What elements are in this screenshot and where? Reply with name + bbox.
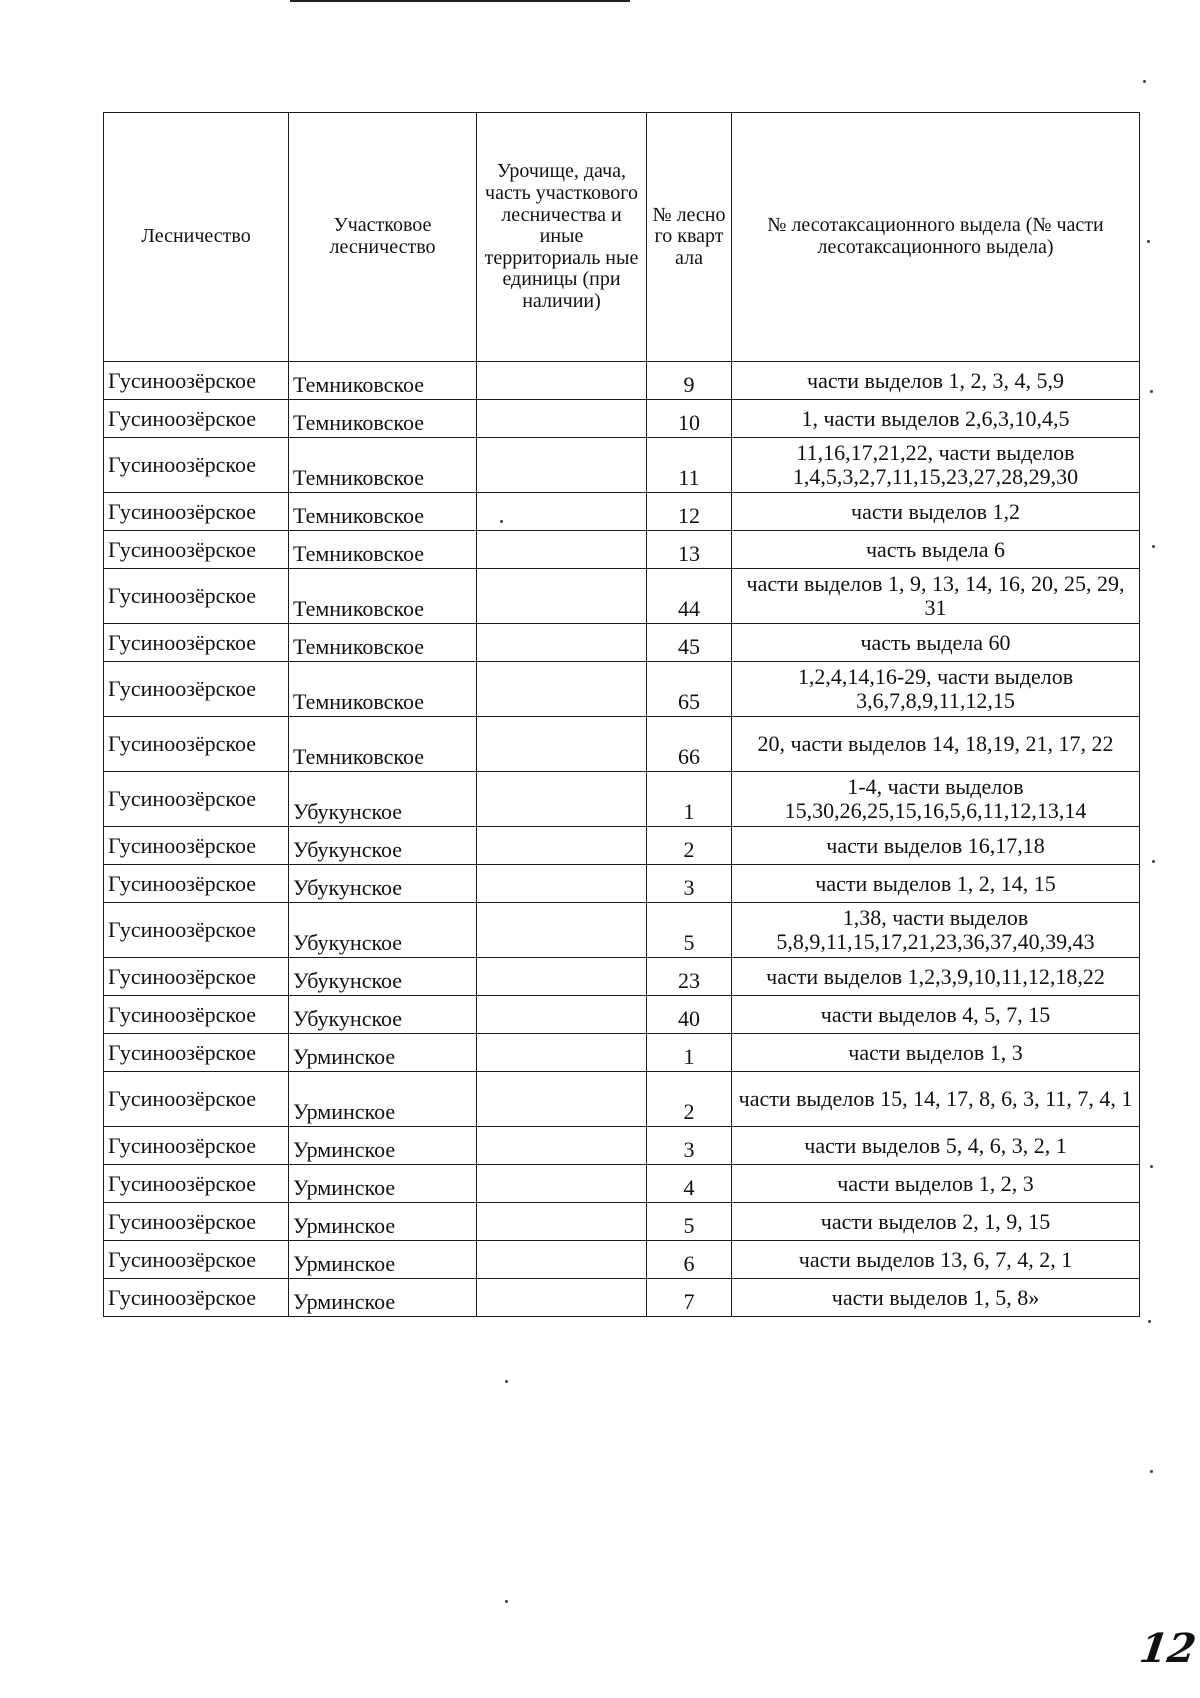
cell-district: Темниковское bbox=[289, 624, 477, 662]
cell-quarter: 1 bbox=[647, 1034, 732, 1072]
table-row bbox=[104, 531, 1140, 569]
header-district-forestry: Участковое лесничество bbox=[289, 113, 477, 362]
cell-tract bbox=[477, 400, 647, 438]
cell-allotments: части выделов 13, 6, 7, 4, 2, 1 bbox=[732, 1241, 1140, 1279]
header-allotment-number: № лесотаксационного выдела (№ части лесотаксационного выдела) bbox=[732, 113, 1140, 362]
cell-forestry: Гусиноозёрское bbox=[104, 569, 289, 624]
cell-tract bbox=[477, 531, 647, 569]
cell-tract bbox=[477, 903, 647, 958]
cell-forestry: Гусиноозёрское bbox=[104, 903, 289, 958]
cell-allotments: 1,38, части выделов 5,8,9,11,15,17,21,23,36,37,40,39,43 bbox=[732, 903, 1140, 958]
cell-quarter: 7 bbox=[647, 1279, 732, 1317]
table-row bbox=[104, 865, 1140, 903]
cell-tract bbox=[477, 772, 647, 827]
cell-tract bbox=[477, 662, 647, 717]
cell-tract bbox=[477, 493, 647, 531]
cell-allotments: 1,2,4,14,16-29, части выделов 3,6,7,8,9,11,12,15 bbox=[732, 662, 1140, 717]
cell-tract bbox=[477, 717, 647, 772]
cell-quarter: 40 bbox=[647, 996, 732, 1034]
cell-district: Темниковское bbox=[289, 662, 477, 717]
cell-quarter: 5 bbox=[647, 903, 732, 958]
cell-district: Темниковское bbox=[289, 362, 477, 400]
cell-allotments: части выделов 5, 4, 6, 3, 2, 1 bbox=[732, 1127, 1140, 1165]
cell-quarter: 10 bbox=[647, 400, 732, 438]
cell-forestry: Гусиноозёрское bbox=[104, 662, 289, 717]
cell-allotments: часть выдела 6 bbox=[732, 531, 1140, 569]
cell-quarter: 11 bbox=[647, 438, 732, 493]
cell-allotments: части выделов 1, 9, 13, 14, 16, 20, 25, 29, 31 bbox=[732, 569, 1140, 624]
scan-speck bbox=[1147, 240, 1150, 243]
header-forestry: Лесничество bbox=[104, 113, 289, 362]
cell-quarter: 3 bbox=[647, 1127, 732, 1165]
cell-tract bbox=[477, 362, 647, 400]
cell-quarter: 3 bbox=[647, 865, 732, 903]
cell-district: Убукунское bbox=[289, 772, 477, 827]
cell-forestry: Гусиноозёрское bbox=[104, 958, 289, 996]
cell-allotments: части выделов 1, 2, 3, 4, 5,9 bbox=[732, 362, 1140, 400]
scan-speck bbox=[1152, 545, 1155, 548]
table-row bbox=[104, 438, 1140, 493]
cell-tract bbox=[477, 569, 647, 624]
cell-district: Темниковское bbox=[289, 400, 477, 438]
cell-district: Урминское bbox=[289, 1203, 477, 1241]
scan-speck bbox=[505, 1600, 508, 1603]
cell-forestry: Гусиноозёрское bbox=[104, 400, 289, 438]
cell-quarter: 13 bbox=[647, 531, 732, 569]
table-row bbox=[104, 569, 1140, 624]
table-row bbox=[104, 662, 1140, 717]
cell-forestry: Гусиноозёрское bbox=[104, 493, 289, 531]
cell-allotments: часть выдела 60 bbox=[732, 624, 1140, 662]
table-row bbox=[104, 624, 1140, 662]
cell-district: Убукунское bbox=[289, 996, 477, 1034]
cell-tract bbox=[477, 1203, 647, 1241]
scan-speck bbox=[1150, 390, 1153, 393]
cell-district: Темниковское bbox=[289, 493, 477, 531]
table-row bbox=[104, 1203, 1140, 1241]
cell-tract bbox=[477, 1034, 647, 1072]
cell-allotments: части выделов 1, 2, 14, 15 bbox=[732, 865, 1140, 903]
cell-allotments: части выделов 1,2,3,9,10,11,12,18,22 bbox=[732, 958, 1140, 996]
cell-tract bbox=[477, 827, 647, 865]
cell-forestry: Гусиноозёрское bbox=[104, 717, 289, 772]
table-row bbox=[104, 772, 1140, 827]
cell-forestry: Гусиноозёрское bbox=[104, 438, 289, 493]
cell-allotments: части выделов 2, 1, 9, 15 bbox=[732, 1203, 1140, 1241]
cell-district: Урминское bbox=[289, 1072, 477, 1127]
cell-quarter: 2 bbox=[647, 1072, 732, 1127]
cell-quarter: 1 bbox=[647, 772, 732, 827]
cell-quarter: 44 bbox=[647, 569, 732, 624]
scan-speck bbox=[1148, 1320, 1151, 1323]
cell-forestry: Гусиноозёрское bbox=[104, 1203, 289, 1241]
cell-forestry: Гусиноозёрское bbox=[104, 362, 289, 400]
scan-speck bbox=[1143, 80, 1146, 83]
cell-district: Убукунское bbox=[289, 958, 477, 996]
cell-district: Убукунское bbox=[289, 903, 477, 958]
cell-forestry: Гусиноозёрское bbox=[104, 827, 289, 865]
cell-tract bbox=[477, 1279, 647, 1317]
cell-forestry: Гусиноозёрское bbox=[104, 624, 289, 662]
cell-tract bbox=[477, 958, 647, 996]
cell-quarter: 12 bbox=[647, 493, 732, 531]
cell-allotments: 20, части выделов 14, 18,19, 21, 17, 22 bbox=[732, 717, 1140, 772]
header-tract: Урочище, дача, часть участкового лесничества и иные территориаль ные единицы (при наличии) bbox=[477, 113, 647, 362]
cell-tract bbox=[477, 1165, 647, 1203]
cell-district: Урминское bbox=[289, 1279, 477, 1317]
cell-district: Урминское bbox=[289, 1127, 477, 1165]
cell-quarter: 4 bbox=[647, 1165, 732, 1203]
table-row bbox=[104, 958, 1140, 996]
cell-allotments: 1-4, части выделов 15,30,26,25,15,16,5,6,11,12,13,14 bbox=[732, 772, 1140, 827]
table-row bbox=[104, 827, 1140, 865]
table-row bbox=[104, 362, 1140, 400]
cell-district: Темниковское bbox=[289, 569, 477, 624]
table-row bbox=[104, 1279, 1140, 1317]
cell-tract bbox=[477, 1127, 647, 1165]
cell-quarter: 45 bbox=[647, 624, 732, 662]
cell-quarter: 23 bbox=[647, 958, 732, 996]
table-row bbox=[104, 903, 1140, 958]
scan-top-edge-line bbox=[290, 0, 630, 2]
cell-allotments: части выделов 4, 5, 7, 15 bbox=[732, 996, 1140, 1034]
table-row bbox=[104, 1072, 1140, 1127]
cell-allotments: 11,16,17,21,22, части выделов 1,4,5,3,2,7,11,15,23,27,28,29,30 bbox=[732, 438, 1140, 493]
cell-tract bbox=[477, 438, 647, 493]
table-header-row bbox=[104, 113, 1140, 362]
cell-allotments: части выделов 15, 14, 17, 8, 6, 3, 11, 7, 4, 1 bbox=[732, 1072, 1140, 1127]
cell-allotments: 1, части выделов 2,6,3,10,4,5 bbox=[732, 400, 1140, 438]
table-row bbox=[104, 1241, 1140, 1279]
cell-tract bbox=[477, 624, 647, 662]
cell-forestry: Гусиноозёрское bbox=[104, 996, 289, 1034]
cell-tract bbox=[477, 996, 647, 1034]
cell-forestry: Гусиноозёрское bbox=[104, 772, 289, 827]
table-row bbox=[104, 717, 1140, 772]
cell-forestry: Гусиноозёрское bbox=[104, 865, 289, 903]
cell-tract bbox=[477, 865, 647, 903]
cell-district: Убукунское bbox=[289, 865, 477, 903]
cell-quarter: 66 bbox=[647, 717, 732, 772]
table-row bbox=[104, 1165, 1140, 1203]
table-row bbox=[104, 1127, 1140, 1165]
cell-forestry: Гусиноозёрское bbox=[104, 1127, 289, 1165]
cell-allotments: части выделов 1,2 bbox=[732, 493, 1140, 531]
cell-district: Урминское bbox=[289, 1165, 477, 1203]
scan-speck bbox=[1152, 860, 1155, 863]
cell-quarter: 6 bbox=[647, 1241, 732, 1279]
cell-district: Урминское bbox=[289, 1034, 477, 1072]
cell-forestry: Гусиноозёрское bbox=[104, 1165, 289, 1203]
cell-district: Убукунское bbox=[289, 827, 477, 865]
cell-tract bbox=[477, 1072, 647, 1127]
cell-quarter: 5 bbox=[647, 1203, 732, 1241]
cell-allotments: части выделов 16,17,18 bbox=[732, 827, 1140, 865]
cell-allotments: части выделов 1, 2, 3 bbox=[732, 1165, 1140, 1203]
cell-forestry: Гусиноозёрское bbox=[104, 1072, 289, 1127]
cell-quarter: 9 bbox=[647, 362, 732, 400]
table-row bbox=[104, 996, 1140, 1034]
cell-district: Темниковское bbox=[289, 717, 477, 772]
table-row bbox=[104, 1034, 1140, 1072]
cell-allotments: части выделов 1, 3 bbox=[732, 1034, 1140, 1072]
cell-forestry: Гусиноозёрское bbox=[104, 531, 289, 569]
scan-speck bbox=[1150, 1165, 1153, 1168]
header-quarter-number: № лесно го кварт ала bbox=[647, 113, 732, 362]
handwritten-page-number: 12 bbox=[1136, 1625, 1199, 1672]
cell-tract bbox=[477, 1241, 647, 1279]
table-row bbox=[104, 400, 1140, 438]
cell-district: Темниковское bbox=[289, 531, 477, 569]
table-row bbox=[104, 493, 1140, 531]
cell-forestry: Гусиноозёрское bbox=[104, 1279, 289, 1317]
scan-speck bbox=[505, 1380, 508, 1383]
forest-allotment-table bbox=[103, 112, 1140, 1317]
cell-quarter: 65 bbox=[647, 662, 732, 717]
cell-forestry: Гусиноозёрское bbox=[104, 1034, 289, 1072]
cell-quarter: 2 bbox=[647, 827, 732, 865]
scan-speck bbox=[1150, 1470, 1153, 1473]
cell-district: Темниковское bbox=[289, 438, 477, 493]
cell-allotments: части выделов 1, 5, 8» bbox=[732, 1279, 1140, 1317]
cell-forestry: Гусиноозёрское bbox=[104, 1241, 289, 1279]
cell-district: Урминское bbox=[289, 1241, 477, 1279]
